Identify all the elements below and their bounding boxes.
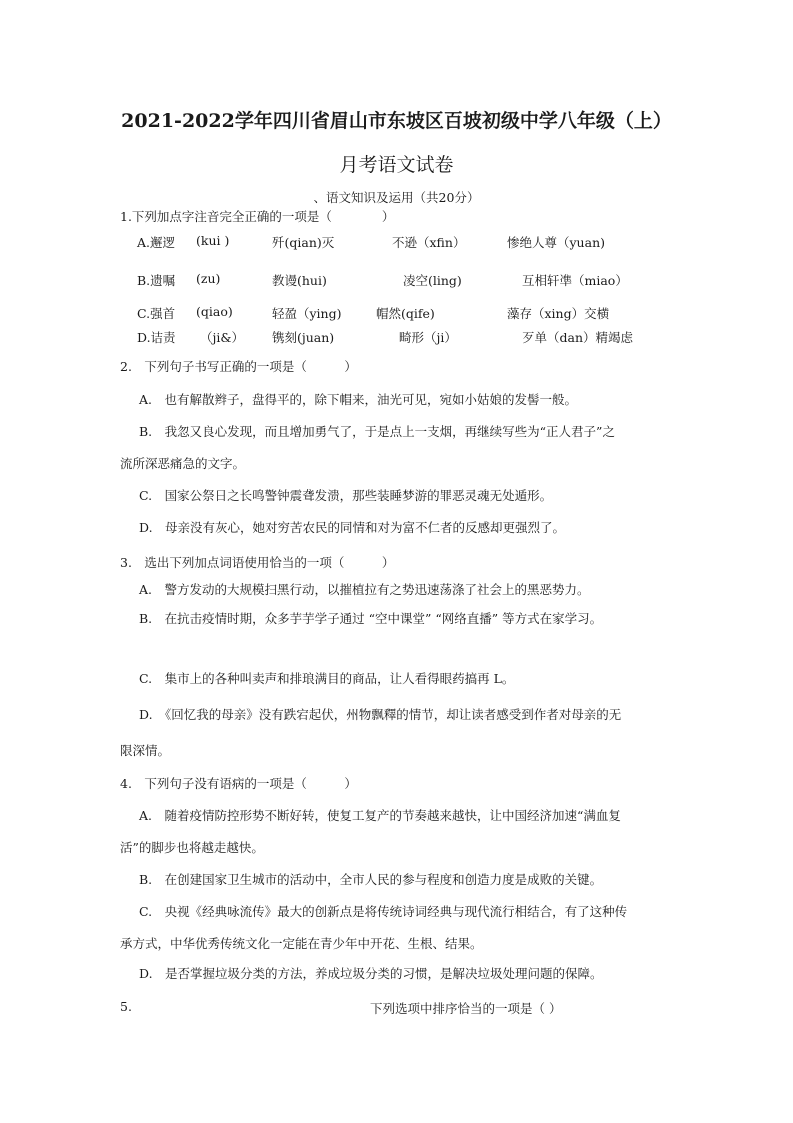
option-word: 教谩(hui) xyxy=(272,273,327,288)
question-2-option-b-cont: 流所深恶痛急的文字。 xyxy=(120,456,246,471)
question-4-option-a-cont: 活”的脚步也将越走越快。 xyxy=(120,840,264,855)
question-2-option-c: C. 国家公祭日之长鸣警钟震聋发溃，那些装睡梦游的罪恶灵魂无处遁形。 xyxy=(139,488,553,503)
question-3-option-b: B. 在抗击疫情时期，众多芋芋学子通过 “空中课堂” “网络直播” 等方式在家学习。 xyxy=(139,611,603,626)
option-word: C.强首 xyxy=(137,306,176,321)
option-pinyin: (qiao) xyxy=(196,304,233,319)
option-word: 凌空(ling) xyxy=(403,273,462,288)
question-2-option-d: D. 母亲没有灰心，她对穷苦农民的同情和对为富不仁者的反感却更强烈了。 xyxy=(139,520,566,535)
option-word: 轻盈（ying) xyxy=(272,306,342,321)
question-3-option-d: D. 《回忆我的母亲》没有跌宕起伏，州物飘釋的情节，却让读者感受到作者对母亲的无 xyxy=(139,707,622,722)
question-3-option-c: C. 集市上的各种叫卖声和排琅满目的商品，让人看得眼药搞再 L。 xyxy=(139,671,515,686)
exam-title-line2: 月考语文试卷 xyxy=(339,154,454,176)
option-pinyin: （ji&） xyxy=(200,330,245,345)
option-word: 互相轩凖（miao） xyxy=(522,273,628,288)
question-4-option-c: C. 央视《经典咏流传》最大的创新点是将传统诗词经典与现代流行相结合，有了这种传 xyxy=(139,904,628,919)
question-5-number: 5. xyxy=(120,999,132,1014)
question-3-option-a: A. 警方发动的大规模扫黑行动，以摧植拉有之势迅速荡涤了社会上的黑恶势力。 xyxy=(139,582,590,597)
option-word: 不逊（xfin） xyxy=(392,235,466,250)
question-4-option-d: D. 是否掌握垃圾分类的方法，养成垃圾分类的习惯，是解决垃圾处理问题的保障。 xyxy=(139,966,603,981)
option-word: 帽然(qife) xyxy=(376,306,435,321)
option-pinyin: (zu) xyxy=(196,271,221,286)
section-heading: 、语文知识及运用（共20分） xyxy=(313,190,480,205)
option-word: 镌刻(juan) xyxy=(272,330,335,345)
option-word: A.邂逻 xyxy=(137,235,176,250)
option-word: 惨绝人尊（yuan) xyxy=(507,235,605,250)
question-4-stem: 4. 下列句子没有语病的一项是（ ） xyxy=(120,776,357,791)
question-4-option-c-cont: 承方式，中华优秀传统文化一定能在青少年中开花、生根、结果。 xyxy=(120,936,483,951)
option-word: 藻存（xing）交横 xyxy=(507,306,610,321)
question-2-option-a: A. 也有解散辫子，盘得平的，除下帽来，油光可见，宛如小姑娘的发髻一般。 xyxy=(139,392,578,407)
option-word: D.诘责 xyxy=(137,330,176,345)
question-1-stem: 1.下列加点字注音完全正确的一项是（ ） xyxy=(120,209,395,224)
option-word: 歼(qian)灭 xyxy=(272,235,335,250)
option-word: 歹单（dan）精竭虑 xyxy=(522,330,634,345)
question-3-stem: 3. 选出下列加点词语使用恰当的一项（ ） xyxy=(120,555,395,570)
exam-title-line1: 2021-2022学年四川省眉山市东坡区百坡初级中学八年级（上） xyxy=(121,110,672,132)
question-3-option-d-cont: 限深情。 xyxy=(120,743,171,758)
question-4-option-a: A. 随着疫情防控形势不断好转，使复工复产的节奏越来越快，让中国经济加速“满血复 xyxy=(139,808,621,823)
question-4-option-b: B. 在创建国家卫生城市的活动中，全市人民的参与程度和创造力度是成败的关键。 xyxy=(139,872,603,887)
question-5-stem: 下列选项中排序恰当的一项是（ ） xyxy=(370,1001,562,1016)
option-word: 畸形（ji） xyxy=(399,330,457,345)
option-word: B.遗嘱 xyxy=(137,273,176,288)
option-pinyin: (kui ) xyxy=(196,233,230,248)
question-2-option-b: B. 我忽又良心发现，而且增加勇气了，于是点上一支烟，再继续写些为“正人君子”之 xyxy=(139,424,615,439)
question-2-stem: 2. 下列句子书写正确的一项是（ ） xyxy=(120,359,357,374)
